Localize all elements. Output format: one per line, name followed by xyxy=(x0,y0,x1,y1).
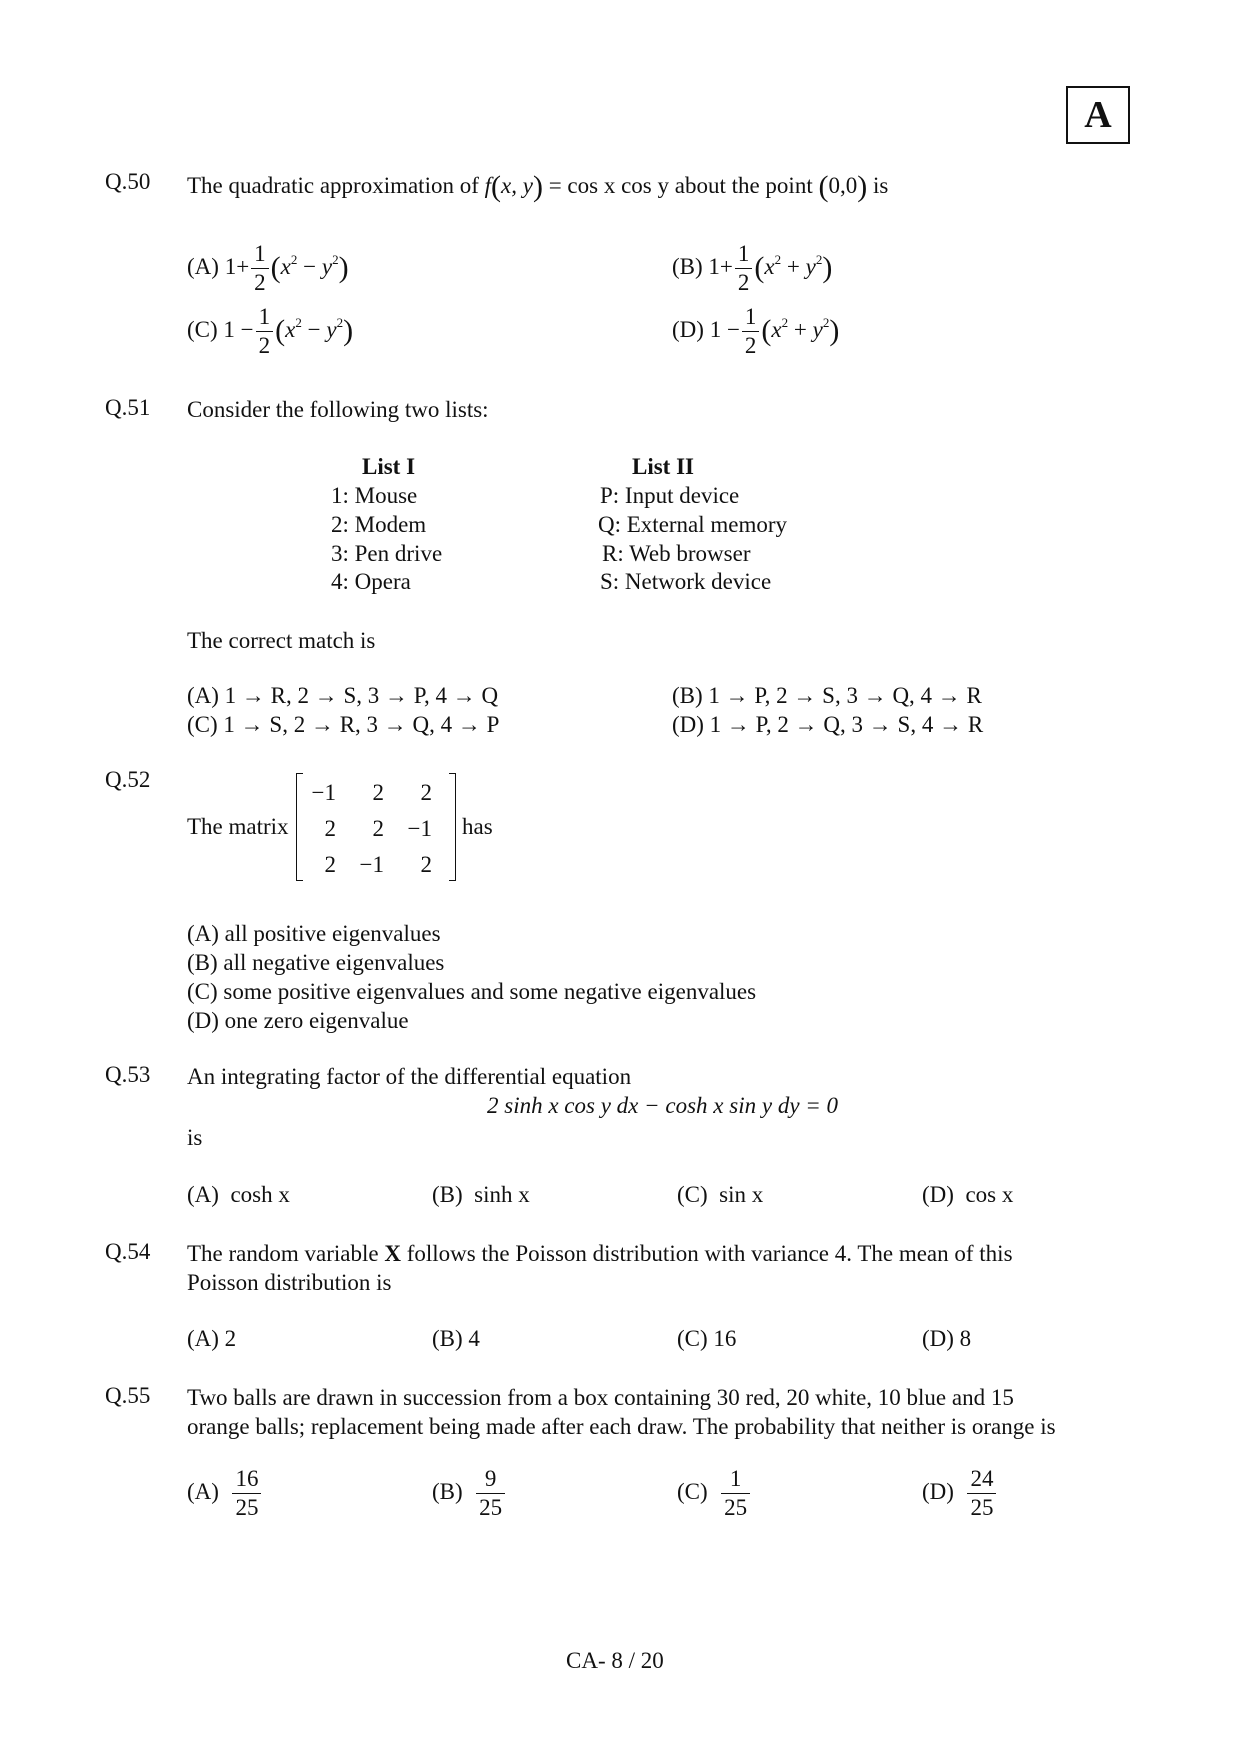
option-label: (D) xyxy=(922,1478,954,1504)
option-label: (D) xyxy=(672,316,704,342)
q52-suffix: has xyxy=(462,814,493,839)
q54-option-d: (D) 8 xyxy=(922,1326,972,1351)
set-label-box: A xyxy=(1066,86,1130,144)
option-label: (D) xyxy=(922,1182,954,1207)
q52-matrix xyxy=(296,773,456,881)
list1-item: 1: Mouse xyxy=(331,483,418,508)
q50-stem: The quadratic approximation of f(x, y) = cos x cos y about the point (0,0) is xyxy=(187,170,889,203)
option-label: (C) xyxy=(187,316,218,342)
page-footer: CA- 8 / 20 xyxy=(566,1648,664,1673)
q51-option-c: (C) 1 → S, 2 → R, 3 → Q, 4 → P xyxy=(187,712,500,737)
q53-number: Q.53 xyxy=(105,1062,151,1087)
q52-option-a: (A) all positive eigenvalues xyxy=(187,921,441,946)
option-label: (A) xyxy=(187,253,219,279)
list1-item: 2: Modem xyxy=(331,512,427,537)
q52-option-d: (D) one zero eigenvalue xyxy=(187,1008,409,1033)
q55-option-c xyxy=(677,1467,752,1520)
q50-point: 0,0 xyxy=(828,173,858,198)
option-op: + xyxy=(793,316,807,342)
fraction: $\frac{16}{25}$ xyxy=(232,1467,261,1520)
q53-option-b xyxy=(432,1183,530,1206)
right-bracket xyxy=(449,773,456,881)
option-text: cos x xyxy=(965,1182,1014,1207)
fraction: $\frac{24}{25}$ xyxy=(967,1467,996,1520)
q50-vars: x, y xyxy=(501,173,533,198)
matrix-cell: 2 xyxy=(324,816,336,841)
q50-number: Q.50 xyxy=(105,169,151,194)
q51-number: Q.51 xyxy=(105,395,151,420)
q51-option-a: (A) 1 → R, 2 → S, 3 → P, 4 → Q xyxy=(187,683,499,708)
q50-expr: = cos x cos y xyxy=(548,173,669,198)
q50-func: f xyxy=(484,173,492,198)
q55-option-a xyxy=(187,1467,263,1520)
matrix-cell: 2 xyxy=(324,852,336,877)
option-label: (C) xyxy=(677,1182,708,1207)
q54-number: Q.54 xyxy=(105,1239,151,1264)
option-label: (C) xyxy=(677,1478,708,1504)
option-text: sinh x xyxy=(474,1182,530,1207)
list1-title: List I xyxy=(362,454,416,479)
q55-line2: orange balls; replacement being made after each draw. The probability that neither is orange is xyxy=(187,1414,1056,1439)
q55-number: Q.55 xyxy=(105,1383,151,1408)
q51-option-b: (B) 1 → P, 2 → S, 3 → Q, 4 → R xyxy=(672,683,982,708)
matrix-cell: 2 xyxy=(372,816,384,841)
fraction: $\frac{1}{25}$ xyxy=(721,1467,750,1520)
option-label: (B) xyxy=(432,1182,463,1207)
matrix-cell: 2 xyxy=(420,780,432,805)
option-label: (A) xyxy=(187,1182,219,1207)
q54-line1-a: The random variable xyxy=(187,1241,379,1266)
option-label: (B) xyxy=(432,1478,463,1504)
q51-option-d: (D) 1 → P, 2 → Q, 3 → S, 4 → R xyxy=(672,712,984,737)
option-op: − xyxy=(307,316,321,342)
q53-option-c xyxy=(677,1183,763,1206)
option-lead: 1 − xyxy=(709,316,740,342)
option-text: sin x xyxy=(719,1182,764,1207)
q55-option-d xyxy=(922,1467,998,1520)
q54-var: X xyxy=(384,1241,401,1266)
option-text: cosh x xyxy=(230,1182,290,1207)
fraction: $\frac{1}{2}$ xyxy=(742,305,760,358)
list2-title: List II xyxy=(632,454,694,479)
option-lead: 1+ xyxy=(224,253,250,279)
q53-tail: is xyxy=(187,1125,203,1150)
q50-option-a: (A) 1+ $\frac{1}{2}$ $(x^2 - y^2)$ xyxy=(187,241,349,296)
q50-suffix: is xyxy=(872,173,889,198)
fraction: $\frac{9}{25}$ xyxy=(476,1467,505,1520)
q54-option-c: (C) 16 xyxy=(677,1326,737,1351)
q52-number: Q.52 xyxy=(105,767,151,792)
q55-line1: Two balls are drawn in succession from a box containing 30 red, 20 white, 10 blue and 15 xyxy=(187,1385,1014,1410)
fraction: $\frac{1}{2}$ xyxy=(256,305,274,358)
q52-prefix: The matrix xyxy=(187,814,289,839)
q53-option-d xyxy=(922,1183,1013,1206)
option-lead: 1 − xyxy=(223,316,254,342)
list2-item: S: Network device xyxy=(600,569,772,594)
matrix-cell: 2 xyxy=(420,852,432,877)
q51-prompt: The correct match is xyxy=(187,628,376,653)
q55-option-b xyxy=(432,1467,507,1520)
q53-equation: 2 sinh x cos y dx − cosh x sin y dy = 0 xyxy=(487,1093,839,1118)
fraction: $\frac{1}{2}$ xyxy=(735,242,753,295)
q54-line1 xyxy=(187,1242,1013,1265)
q54-option-b: (B) 4 xyxy=(432,1326,480,1351)
list1-item: 4: Opera xyxy=(331,569,411,594)
q53-option-a xyxy=(187,1183,290,1206)
option-label: (B) xyxy=(672,253,703,279)
matrix-cell: −1 xyxy=(359,852,384,877)
q52-option-c: (C) some positive eigenvalues and some negative eigenvalues xyxy=(187,979,757,1004)
q50-stem-prefix: The quadratic approximation of xyxy=(187,173,479,198)
list2-item: R: Web browser xyxy=(602,541,751,566)
q53-stem: An integrating factor of the differential equation xyxy=(187,1064,632,1089)
q51-stem: Consider the following two lists: xyxy=(187,397,489,422)
list1-item: 3: Pen drive xyxy=(331,541,443,566)
matrix-cell: 2 xyxy=(372,780,384,805)
q54-line1-b: follows the Poisson distribution with variance 4. The mean of this xyxy=(406,1241,1013,1266)
option-label: (A) xyxy=(187,1478,219,1504)
fraction: $\frac{1}{2}$ xyxy=(251,242,269,295)
matrix-cell: −1 xyxy=(311,780,336,805)
q50-option-d: (D) 1 − $\frac{1}{2}$ $(x^2 + y^2)$ xyxy=(672,304,840,359)
list2-item: P: Input device xyxy=(600,483,740,508)
list2-item: Q: External memory xyxy=(598,512,788,537)
q50-about: about the point xyxy=(674,173,813,198)
option-lead: 1+ xyxy=(708,253,733,279)
option-op: − xyxy=(303,253,317,279)
option-op: + xyxy=(786,253,800,279)
q50-option-b: (B) 1+ $\frac{1}{2}$ $(x^2 + y^2)$ xyxy=(672,241,833,296)
q54-line2: Poisson distribution is xyxy=(187,1270,392,1295)
q52-option-b: (B) all negative eigenvalues xyxy=(187,950,445,975)
matrix-cell: −1 xyxy=(407,816,432,841)
q50-option-c: (C) 1 − $\frac{1}{2}$ $(x^2 - y^2)$ xyxy=(187,304,354,359)
q54-option-a: (A) 2 xyxy=(187,1326,237,1351)
